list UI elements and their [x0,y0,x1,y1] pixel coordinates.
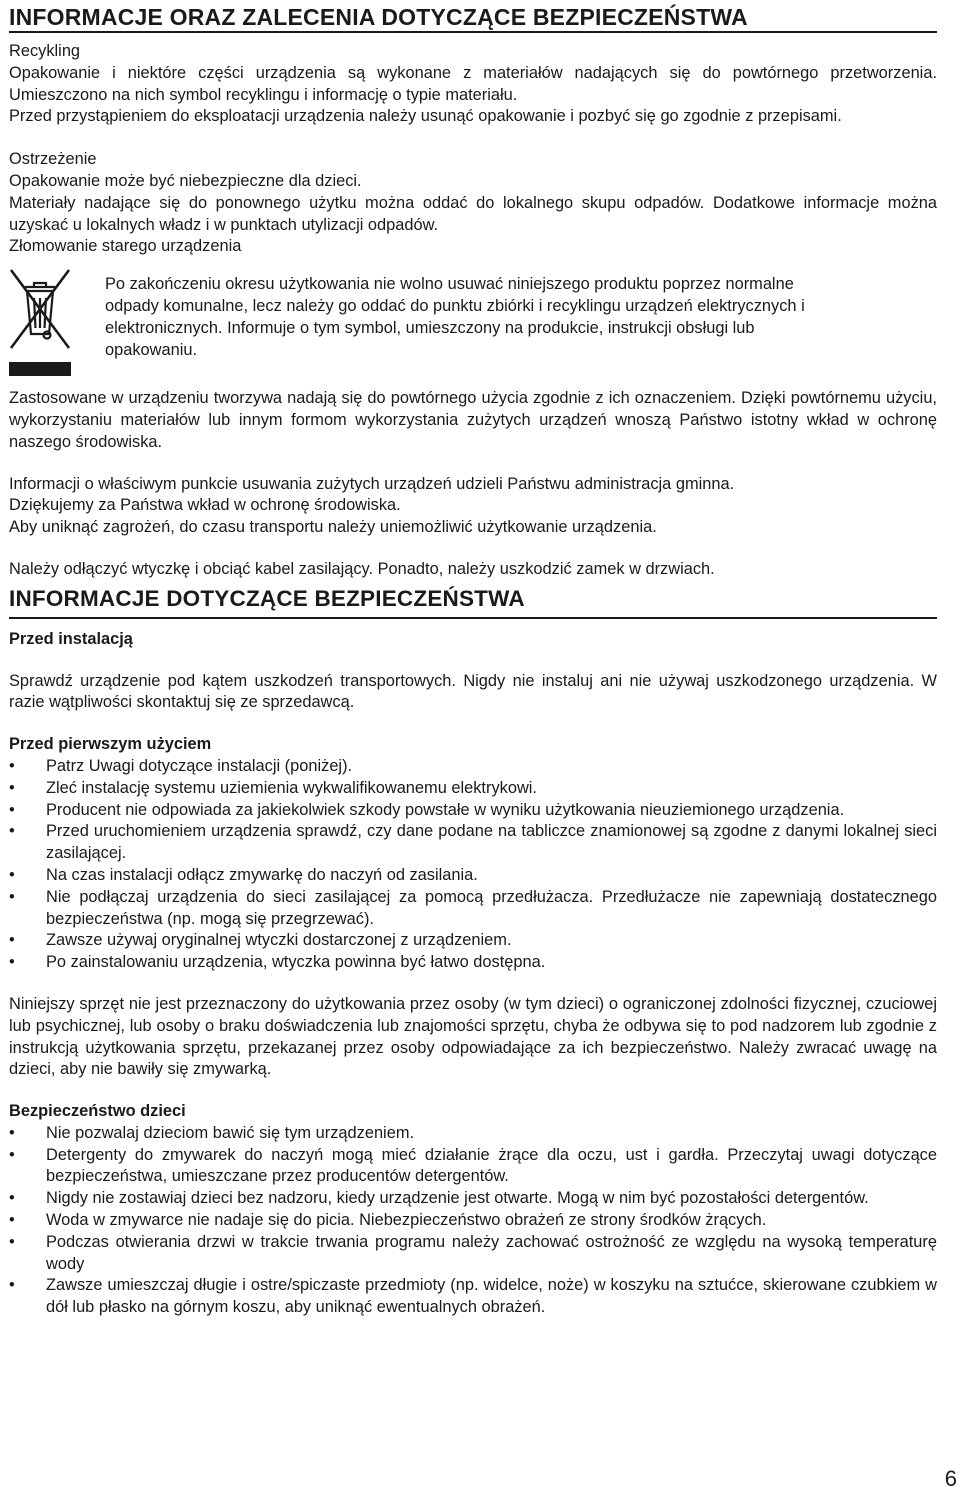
warning-section [9,149,937,258]
list-item: • Zleć instalację systemu uziemienia wykwalifikowanemu elektrykowi. [9,778,937,800]
section-title-safety-info: INFORMACJE DOTYCZĄCE BEZPIECZEŃSTWA [9,585,525,611]
list-item: • Na czas instalacji odłącz zmywarkę do naczyń od zasilania. [9,865,937,887]
list-item: • Po zainstalowaniu urządzenia, wtyczka powinna być łatwo dostępna. [9,952,937,974]
list-item: • Woda w zmywarce nie nadaje się do picia. Niebezpieczeństwo obrażeń ze strony środków żrących. [9,1210,937,1232]
list-item: • Nie podłączaj urządzenia do sieci zasilającej za pomocą przedłużacza. Przedłużacze nie zapewniają dostatecznego bezpieczeństwa (np. mogą się przegrzewać). [9,887,937,931]
list-item: • Producent nie odpowiada za jakiekolwiek szkody powstałe w wyniku użytkowania nieuziemionego urządzenia. [9,800,937,822]
list-item: • Przed uruchomieniem urządzenia sprawdź, czy dane podane na tabliczce znamionowej są zgodne z danymi lokalnej sieci zasilającej. [9,821,937,865]
list-item: • Podczas otwierania drzwi w trakcie trwania programu należy zachować ostrożność ze względu na wysoką temperaturę wody [9,1232,937,1276]
page-number: 6 [944,1466,957,1491]
unplug-paragraph: Należy odłączyć wtyczkę i obciąć kabel zasilający. Ponadto, należy uszkodzić zamek w drzwiach. [9,559,715,578]
list-item: • Nigdy nie zostawiaj dzieci bez nadzoru, kiedy urządzenie jest otwarte. Mogą w nim być pozostałości detergentów. [9,1188,937,1210]
recycling-paragraph-1: Opakowanie i niektóre części urządzenia są wykonane z materiałów nadających się do powtórnego przetworzenia. Umieszczono na nich symbol recyklingu i informację o typie materiału. [9,63,937,104]
capacity-paragraph: Niniejszy sprzęt nie jest przeznaczony do użytkowania przez osoby (w tym dzieci) o ograniczonej zdolności fizycznej, czuciowej lub psychicznej, lub osoby o braku doświadczenia lub znajomości sprzętu, chyba że odbywa się to pod nadzorem lub zgodnie z instrukcją użytkowania sprzętu, przekazanej przez osoby odpowiadające za ich bezpieczeństwo. Należy zwracać uwagę na dzieci, aby nie bawiły się zmywarką. [9,994,937,1079]
first-use-list [9,756,937,974]
weee-text: Po zakończeniu okresu użytkowania nie wolno usuwać niniejszego produktu poprzez normalne odpady komunalne, lecz należy go oddać do punktu zbiórki i recyklingu urządzeń elektrycznych i elektronicznych. Informuje o tym symbol, umieszczony na produkcie, instrukcji obsługi lub opakowaniu. [105,275,805,359]
list-item: • Detergenty do zmywarek do naczyń mogą mieć działanie żrące dla oczu, ust i gardła. Przeczytaj uwagi dotyczące bezpieczeństwa, umieszczane przez producentów detergentów. [9,1145,937,1189]
title-underline [9,31,937,33]
child-safety-heading: Bezpieczeństwo dzieci [9,1102,186,1121]
before-install-heading: Przed instalacją [9,629,133,648]
list-item: • Zawsze umieszczaj długie i ostre/spiczaste przedmioty (np. widelce, noże) w koszyku na sztućce, skierowane czubkiem w dół lub płasko na górnym koszu, aby uniknąć ewentualnych obrażeń. [9,1275,937,1319]
thanks-paragraph: Dziękujemy za Państwa wkład w ochronę środowiska. [9,496,401,515]
before-install-paragraph: Sprawdź urządzenie pod kątem uszkodzeń transportowych. Nigdy nie instaluj ani nie używaj uszkodzonego urządzenia. W razie wątpliwości skontaktuj się ze sprzedawcą. [9,671,937,712]
warning-paragraph-2: Materiały nadające się do ponownego użytku można oddać do lokalnego skupu odpadów. Dodatkowe informacje można uzyskać u lokalnych władz i w punktach utylizacji odpadów. [9,193,937,234]
warning-heading: Ostrzeżenie [9,150,97,169]
crossed-out-bin-icon [9,264,71,376]
recycling-paragraph-2: Przed przystąpieniem do eksploatacji urządzenia należy usunąć opakowanie i pozbyć się go zgodnie z przepisami. [9,107,842,126]
recycling-heading: Recykling [9,42,81,60]
child-safety-list [9,1123,937,1319]
manual-page [9,0,937,1319]
first-use-heading: Przed pierwszym użyciem [9,735,212,754]
list-item: • Patrz Uwagi dotyczące instalacji (poniżej). [9,756,937,778]
section-title-safety-recommendations: INFORMACJE ORAZ ZALECENIA DOTYCZĄCE BEZPIECZEŃSTWA [9,4,748,30]
disposal-info-paragraph: Informacji o właściwym punkcie usuwania zużytych urządzeń udzieli Państwu administracja gminna. [9,474,735,493]
scrap-heading: Złomowanie starego urządzenia [9,237,242,256]
weee-notice [9,258,937,376]
recycling-section [9,41,937,128]
transport-paragraph: Aby uniknąć zagrożeń, do czasu transportu należy uniemożliwić użytkowanie urządzenia. [9,518,657,537]
list-item: • Zawsze używaj oryginalnej wtyczki dostarczonej z urządzeniem. [9,930,937,952]
warning-paragraph-1: Opakowanie może być niebezpieczne dla dzieci. [9,171,362,190]
list-item: • Nie pozwalaj dzieciom bawić się tym urządzeniem. [9,1123,937,1145]
plastics-paragraph: Zastosowane w urządzeniu tworzywa nadają się do powtórnego użycia zgodnie z ich oznaczeniem. Dzięki powtórnemu użyciu, wykorzystaniu materiałów lub innym formom wykorzystania zużytych urządzeń wnoszą Państwo istotny wkład w ochronę naszego środowiska. [9,389,937,451]
